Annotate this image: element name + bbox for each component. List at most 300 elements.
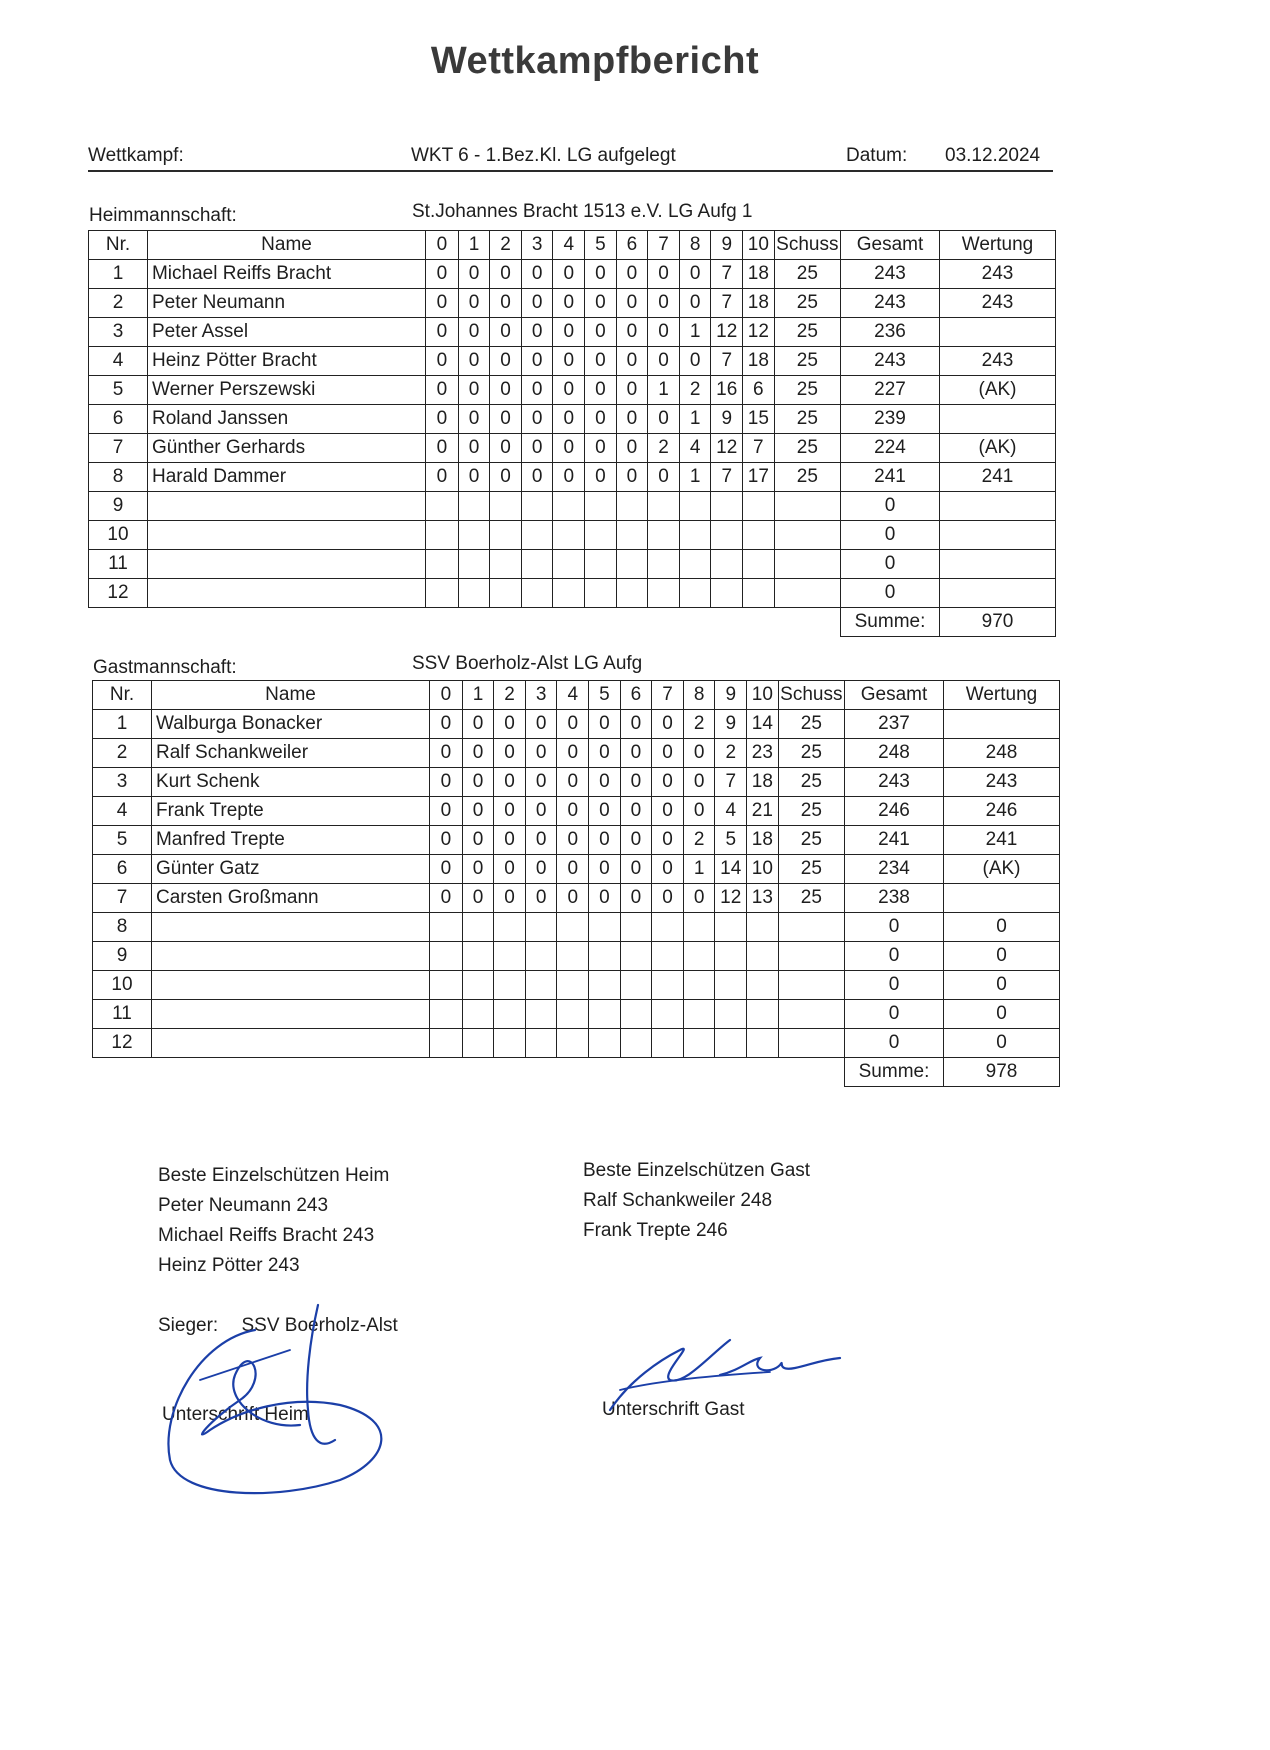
- cell-c10: 7: [743, 434, 775, 463]
- cell-c1: 0: [458, 463, 490, 492]
- cell-c0: 0: [430, 797, 463, 826]
- cell-schuss: 25: [774, 376, 840, 405]
- cell-c1: 0: [458, 260, 490, 289]
- cell-c7: [652, 913, 684, 942]
- cell-c7: 0: [652, 768, 684, 797]
- cell-c8: 0: [683, 797, 715, 826]
- cell-name: [151, 971, 429, 1000]
- best-home-block: [158, 1161, 389, 1281]
- sum-row: [89, 608, 1056, 637]
- column-header-name: Name: [147, 231, 425, 260]
- cell-name: [151, 942, 429, 971]
- cell-gesamt: 239: [841, 405, 940, 434]
- column-header-c7: 7: [652, 681, 684, 710]
- cell-wertung: [940, 405, 1056, 434]
- cell-c6: 0: [620, 768, 652, 797]
- cell-c10: 18: [743, 347, 775, 376]
- cell-c2: [494, 971, 526, 1000]
- cell-c5: 0: [589, 768, 621, 797]
- column-header-name: Name: [151, 681, 429, 710]
- cell-c10: 18: [743, 260, 775, 289]
- cell-c8: [683, 971, 715, 1000]
- column-header-c1: 1: [462, 681, 494, 710]
- cell-c4: 0: [557, 768, 589, 797]
- cell-c6: 0: [620, 855, 652, 884]
- cell-c6: [620, 971, 652, 1000]
- table-row: [93, 855, 1060, 884]
- cell-c4: 0: [557, 855, 589, 884]
- cell-c8: 1: [679, 463, 711, 492]
- cell-c8: 0: [683, 884, 715, 913]
- cell-gesamt: 0: [845, 913, 944, 942]
- cell-nr: 10: [93, 971, 152, 1000]
- winner-value: SSV Boerholz-Alst: [241, 1315, 398, 1336]
- cell-c9: 7: [711, 347, 743, 376]
- cell-schuss: [778, 913, 844, 942]
- cell-c1: 0: [458, 376, 490, 405]
- cell-wertung: [940, 318, 1056, 347]
- cell-c4: 0: [557, 710, 589, 739]
- cell-gesamt: 248: [845, 739, 944, 768]
- cell-wertung: 243: [940, 289, 1056, 318]
- table-row: [93, 1029, 1060, 1058]
- column-header-schuss: Schuss: [774, 231, 840, 260]
- cell-c9: 7: [711, 260, 743, 289]
- cell-c2: 0: [494, 884, 526, 913]
- cell-c1: [458, 550, 490, 579]
- cell-c0: [426, 550, 459, 579]
- cell-wertung: 0: [944, 971, 1060, 1000]
- cell-c3: [521, 579, 553, 608]
- cell-c8: 4: [679, 434, 711, 463]
- cell-c5: 0: [585, 347, 617, 376]
- cell-wertung: [940, 579, 1056, 608]
- cell-c7: 0: [648, 463, 680, 492]
- cell-wertung: [940, 492, 1056, 521]
- cell-c2: [490, 521, 522, 550]
- column-header-wertung: Wertung: [944, 681, 1060, 710]
- cell-gesamt: 0: [845, 942, 944, 971]
- cell-c1: [462, 971, 494, 1000]
- cell-c10: 13: [747, 884, 779, 913]
- cell-c7: 0: [648, 289, 680, 318]
- cell-nr: 8: [89, 463, 148, 492]
- cell-c0: [430, 971, 463, 1000]
- cell-c5: 0: [589, 797, 621, 826]
- cell-c2: [490, 579, 522, 608]
- cell-c7: 0: [648, 347, 680, 376]
- column-header-c0: 0: [426, 231, 459, 260]
- cell-c6: [620, 1000, 652, 1029]
- cell-c2: [494, 1029, 526, 1058]
- cell-wertung: [940, 550, 1056, 579]
- cell-schuss: [778, 1000, 844, 1029]
- cell-name: Peter Assel: [147, 318, 425, 347]
- cell-c3: 0: [525, 855, 557, 884]
- cell-c4: [557, 942, 589, 971]
- column-header-c9: 9: [715, 681, 747, 710]
- cell-c2: 0: [494, 710, 526, 739]
- cell-c4: 0: [553, 347, 585, 376]
- cell-c3: 0: [525, 739, 557, 768]
- cell-c5: [585, 550, 617, 579]
- cell-c1: 0: [458, 434, 490, 463]
- cell-c8: [683, 1029, 715, 1058]
- cell-c1: 0: [462, 797, 494, 826]
- cell-nr: 9: [93, 942, 152, 971]
- column-header-c5: 5: [589, 681, 621, 710]
- cell-c10: 18: [747, 768, 779, 797]
- competition-header: [88, 136, 1053, 172]
- table-row: [89, 318, 1056, 347]
- cell-gesamt: 227: [841, 376, 940, 405]
- cell-gesamt: 243: [845, 768, 944, 797]
- cell-schuss: 25: [774, 405, 840, 434]
- cell-gesamt: 236: [841, 318, 940, 347]
- cell-c10: 10: [747, 855, 779, 884]
- table-row: [93, 942, 1060, 971]
- cell-c9: 7: [715, 768, 747, 797]
- cell-c7: 0: [648, 318, 680, 347]
- sum-value: 978: [944, 1058, 1060, 1087]
- column-header-c5: 5: [585, 231, 617, 260]
- cell-c10: 21: [747, 797, 779, 826]
- cell-c8: 1: [679, 318, 711, 347]
- column-header-gesamt: Gesamt: [845, 681, 944, 710]
- cell-c8: [683, 942, 715, 971]
- guest-team-name: SSV Boerholz-Alst LG Aufg: [412, 653, 643, 674]
- cell-c10: [747, 1000, 779, 1029]
- cell-c0: [426, 492, 459, 521]
- cell-wertung: 0: [944, 913, 1060, 942]
- cell-gesamt: 243: [841, 260, 940, 289]
- cell-c0: 0: [426, 260, 459, 289]
- cell-c4: 0: [557, 884, 589, 913]
- cell-c0: [430, 1000, 463, 1029]
- cell-c5: [589, 942, 621, 971]
- cell-c4: 0: [557, 797, 589, 826]
- cell-nr: 8: [93, 913, 152, 942]
- cell-c4: 0: [553, 318, 585, 347]
- column-header-c1: 1: [458, 231, 490, 260]
- cell-name: Harald Dammer: [147, 463, 425, 492]
- cell-c9: 12: [711, 318, 743, 347]
- cell-c2: 0: [490, 289, 522, 318]
- cell-c4: [557, 1029, 589, 1058]
- cell-c10: [747, 971, 779, 1000]
- cell-c8: 1: [679, 405, 711, 434]
- cell-wertung: 0: [944, 1000, 1060, 1029]
- cell-schuss: 25: [774, 318, 840, 347]
- table-row: [93, 826, 1060, 855]
- cell-c7: [652, 1029, 684, 1058]
- cell-c8: 0: [683, 739, 715, 768]
- cell-wertung: 248: [944, 739, 1060, 768]
- cell-c4: [557, 1000, 589, 1029]
- cell-c3: 0: [525, 884, 557, 913]
- cell-wertung: [944, 710, 1060, 739]
- cell-c0: 0: [426, 289, 459, 318]
- cell-wertung: 243: [944, 768, 1060, 797]
- cell-schuss: [778, 942, 844, 971]
- cell-c9: 9: [715, 710, 747, 739]
- cell-c1: 0: [462, 768, 494, 797]
- cell-c6: 0: [620, 739, 652, 768]
- cell-c6: 0: [620, 797, 652, 826]
- cell-gesamt: 0: [841, 579, 940, 608]
- table-row: [93, 797, 1060, 826]
- cell-c10: [747, 942, 779, 971]
- cell-c5: 0: [585, 260, 617, 289]
- cell-c1: [458, 492, 490, 521]
- table-row: [89, 376, 1056, 405]
- cell-c7: 0: [652, 710, 684, 739]
- cell-wertung: 0: [944, 942, 1060, 971]
- cell-nr: 7: [93, 884, 152, 913]
- cell-c7: [648, 521, 680, 550]
- cell-c9: 7: [711, 463, 743, 492]
- cell-c10: [743, 492, 775, 521]
- home-score-table: [88, 230, 1056, 637]
- cell-c0: 0: [430, 884, 463, 913]
- cell-c6: [616, 550, 648, 579]
- cell-schuss: 25: [778, 710, 844, 739]
- table-row: [89, 463, 1056, 492]
- table-row: [89, 289, 1056, 318]
- cell-wertung: (AK): [944, 855, 1060, 884]
- table-row: [93, 710, 1060, 739]
- column-header-c8: 8: [679, 231, 711, 260]
- cell-c3: [525, 1000, 557, 1029]
- cell-schuss: 25: [778, 855, 844, 884]
- cell-c2: 0: [490, 434, 522, 463]
- cell-gesamt: 0: [841, 521, 940, 550]
- cell-c9: 12: [711, 434, 743, 463]
- cell-wertung: 246: [944, 797, 1060, 826]
- cell-wertung: (AK): [940, 434, 1056, 463]
- cell-c4: [553, 579, 585, 608]
- best-guest-line: Ralf Schankweiler 248: [583, 1190, 773, 1211]
- cell-c0: [430, 913, 463, 942]
- cell-c8: [679, 521, 711, 550]
- cell-c5: 0: [585, 405, 617, 434]
- cell-c2: 0: [494, 826, 526, 855]
- cell-c5: [589, 971, 621, 1000]
- cell-c7: [648, 579, 680, 608]
- cell-c10: 15: [743, 405, 775, 434]
- cell-c6: 0: [620, 710, 652, 739]
- cell-wertung: [944, 884, 1060, 913]
- cell-c3: 0: [521, 318, 553, 347]
- cell-c4: 0: [553, 376, 585, 405]
- cell-schuss: 25: [778, 797, 844, 826]
- cell-name: Manfred Trepte: [151, 826, 429, 855]
- cell-c0: 0: [426, 434, 459, 463]
- column-header-c2: 2: [494, 681, 526, 710]
- cell-c0: 0: [426, 405, 459, 434]
- cell-c5: [589, 913, 621, 942]
- cell-c9: [715, 942, 747, 971]
- cell-nr: 7: [89, 434, 148, 463]
- cell-schuss: [774, 521, 840, 550]
- cell-c9: 12: [715, 884, 747, 913]
- best-home-line: Peter Neumann 243: [158, 1195, 329, 1216]
- cell-c8: 0: [679, 289, 711, 318]
- cell-c7: 0: [648, 405, 680, 434]
- cell-c4: [557, 971, 589, 1000]
- cell-c6: 0: [620, 884, 652, 913]
- column-header-c10: 10: [743, 231, 775, 260]
- cell-gesamt: 0: [845, 1000, 944, 1029]
- cell-name: [151, 1000, 429, 1029]
- cell-nr: 10: [89, 521, 148, 550]
- cell-c4: 0: [553, 434, 585, 463]
- cell-c8: 2: [679, 376, 711, 405]
- cell-c7: [652, 971, 684, 1000]
- cell-c2: 0: [490, 405, 522, 434]
- cell-c4: 0: [553, 405, 585, 434]
- cell-c7: 0: [652, 884, 684, 913]
- cell-c1: 0: [462, 855, 494, 884]
- cell-gesamt: 241: [845, 826, 944, 855]
- cell-name: [147, 521, 425, 550]
- table-row: [93, 739, 1060, 768]
- cell-c0: 0: [426, 347, 459, 376]
- cell-name: [147, 550, 425, 579]
- table-row: [89, 405, 1056, 434]
- cell-nr: 6: [89, 405, 148, 434]
- cell-c9: [715, 971, 747, 1000]
- sum-label: Summe:: [841, 608, 940, 637]
- cell-name: Walburga Bonacker: [151, 710, 429, 739]
- cell-nr: 11: [93, 1000, 152, 1029]
- cell-c3: [525, 1029, 557, 1058]
- column-header-c7: 7: [648, 231, 680, 260]
- home-team-name: St.Johannes Bracht 1513 e.V. LG Aufg 1: [412, 201, 753, 222]
- cell-nr: 1: [93, 710, 152, 739]
- cell-c8: 1: [683, 855, 715, 884]
- cell-c6: [620, 1029, 652, 1058]
- winner-label: Sieger:: [158, 1315, 219, 1336]
- cell-nr: 2: [89, 289, 148, 318]
- cell-c7: [648, 550, 680, 579]
- cell-c0: 0: [430, 768, 463, 797]
- cell-c1: 0: [462, 739, 494, 768]
- cell-c2: 0: [494, 855, 526, 884]
- cell-c5: [589, 1000, 621, 1029]
- cell-c8: 0: [683, 768, 715, 797]
- cell-c6: 0: [616, 376, 648, 405]
- cell-c3: 0: [521, 376, 553, 405]
- cell-c7: 0: [652, 826, 684, 855]
- cell-c0: [426, 579, 459, 608]
- column-header-c3: 3: [525, 681, 557, 710]
- cell-schuss: [778, 1029, 844, 1058]
- best-home-line: Michael Reiffs Bracht 243: [158, 1225, 375, 1246]
- cell-gesamt: 246: [845, 797, 944, 826]
- cell-c1: [462, 942, 494, 971]
- cell-c10: 14: [747, 710, 779, 739]
- cell-c1: 0: [458, 318, 490, 347]
- guest-team-label: Gastmannschaft:: [93, 657, 237, 678]
- column-header-c4: 4: [553, 231, 585, 260]
- cell-c10: [743, 579, 775, 608]
- cell-name: [147, 492, 425, 521]
- cell-c5: 0: [585, 289, 617, 318]
- cell-c3: 0: [521, 260, 553, 289]
- table-row: [89, 492, 1056, 521]
- cell-nr: 3: [89, 318, 148, 347]
- cell-c8: 0: [679, 347, 711, 376]
- cell-c3: 0: [525, 826, 557, 855]
- cell-schuss: 25: [778, 826, 844, 855]
- cell-c5: 0: [585, 463, 617, 492]
- cell-c2: 0: [490, 376, 522, 405]
- table-row: [93, 913, 1060, 942]
- cell-name: Roland Janssen: [147, 405, 425, 434]
- cell-name: Günther Gerhards: [147, 434, 425, 463]
- cell-c2: 0: [490, 463, 522, 492]
- home-team-label: Heimmannschaft:: [89, 205, 237, 226]
- cell-c0: 0: [430, 739, 463, 768]
- cell-c5: [585, 492, 617, 521]
- cell-c10: 23: [747, 739, 779, 768]
- cell-c9: 14: [715, 855, 747, 884]
- cell-c10: 18: [747, 826, 779, 855]
- cell-c6: 0: [616, 260, 648, 289]
- cell-c3: 0: [521, 405, 553, 434]
- cell-c5: [589, 1029, 621, 1058]
- cell-c0: 0: [426, 376, 459, 405]
- cell-name: Heinz Pötter Bracht: [147, 347, 425, 376]
- cell-gesamt: 234: [845, 855, 944, 884]
- cell-c2: 0: [490, 347, 522, 376]
- cell-c7: [652, 942, 684, 971]
- column-header-c0: 0: [430, 681, 463, 710]
- column-header-schuss: Schuss: [778, 681, 844, 710]
- home-signature-scribble: [140, 1300, 400, 1510]
- cell-c3: [521, 492, 553, 521]
- cell-c4: [553, 550, 585, 579]
- cell-c6: [620, 942, 652, 971]
- cell-schuss: 25: [778, 768, 844, 797]
- cell-name: [151, 913, 429, 942]
- cell-c7: 0: [648, 260, 680, 289]
- column-header-wertung: Wertung: [940, 231, 1056, 260]
- cell-c2: [494, 913, 526, 942]
- cell-schuss: 25: [774, 260, 840, 289]
- cell-name: Günter Gatz: [151, 855, 429, 884]
- table-row: [89, 434, 1056, 463]
- cell-wertung: 241: [944, 826, 1060, 855]
- cell-c9: 2: [715, 739, 747, 768]
- column-header-c6: 6: [620, 681, 652, 710]
- page-title: Wettkampfbericht: [430, 40, 760, 82]
- cell-c6: 0: [616, 289, 648, 318]
- cell-c4: [553, 521, 585, 550]
- cell-schuss: 25: [774, 347, 840, 376]
- cell-c3: 0: [525, 768, 557, 797]
- cell-c3: 0: [521, 289, 553, 318]
- cell-c6: [616, 579, 648, 608]
- cell-c6: [616, 521, 648, 550]
- cell-c9: 9: [711, 405, 743, 434]
- cell-c1: 0: [458, 347, 490, 376]
- column-header-c10: 10: [747, 681, 779, 710]
- cell-gesamt: 0: [841, 550, 940, 579]
- table-row: [89, 579, 1056, 608]
- cell-c10: 17: [743, 463, 775, 492]
